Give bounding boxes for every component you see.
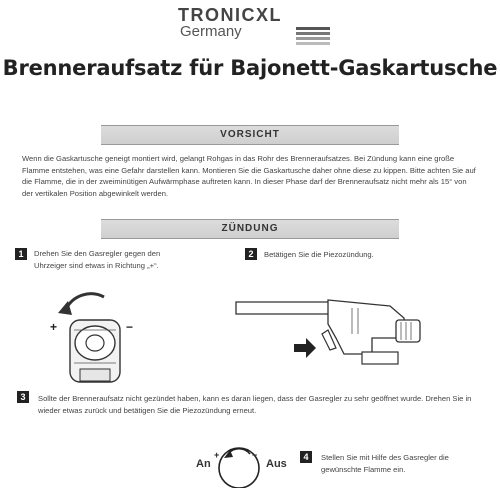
minus-sign: − xyxy=(126,320,134,334)
ignition-heading: ZÜNDUNG xyxy=(101,219,399,239)
brand-name: TRONICXL xyxy=(178,5,283,25)
dial-minus-sign: − xyxy=(252,450,258,460)
plus-sign: + xyxy=(50,320,58,334)
dial-plus-sign: + xyxy=(214,450,220,460)
label-off: Aus xyxy=(266,458,287,470)
step-3-text: Sollte der Brenneraufsatz nicht gezündet haben, kann es daran liegen, dass der Gasregler zu sehr geöffnet wurde. Drehen Sie in wieder etwas zurück und betätigen Sie die Piezozündung erneut. xyxy=(38,394,472,415)
brand-subtitle: Germany xyxy=(180,23,242,40)
arrow-right-icon xyxy=(294,338,316,358)
brand-stripes-graphic xyxy=(296,27,330,45)
on-off-dial-illustration xyxy=(210,438,270,488)
step-4-number: 4 xyxy=(300,451,312,463)
caution-text: Wenn die Gaskartusche geneigt montiert wird, gelangt Rohgas in das Rohr des Brenneraufsatzes. Bei Zündung kann eine große Flamme entstehen, was eine Gefahr darstellen kann. Montieren Sie die Gaskartusche daher ohne diese zu kippen. Bitte achten Sie auf die Flamme, die in der zweiminütigen Aufwärmphase auftreten kann. In dieser Phase darf der Brenneraufsatz nicht mehr als 15° von der vertikalen Position abgewinkelt werden. xyxy=(22,154,476,198)
regulator-knob-illustration xyxy=(44,285,144,385)
step-1-number: 1 xyxy=(15,248,27,260)
caution-heading: VORSICHT xyxy=(101,125,399,145)
step-1-text: Drehen Sie den Gasregler gegen den Uhrzeiger sind etwas in Richtung „+“. xyxy=(34,249,161,270)
label-on: An xyxy=(196,458,211,470)
step-4-text: Stellen Sie mit Hilfe des Gasregler die gewünschte Flamme ein. xyxy=(321,453,449,474)
rotate-arrow-icon xyxy=(66,294,104,309)
step-3-number: 3 xyxy=(17,391,29,403)
torch-illustration xyxy=(232,294,432,374)
step-2-text: Betätigen Sie die Piezozündung. xyxy=(264,250,374,259)
step-2-number: 2 xyxy=(245,248,257,260)
page-title: Brenneraufsatz für Bajonett-Gaskartusche xyxy=(2,56,498,80)
